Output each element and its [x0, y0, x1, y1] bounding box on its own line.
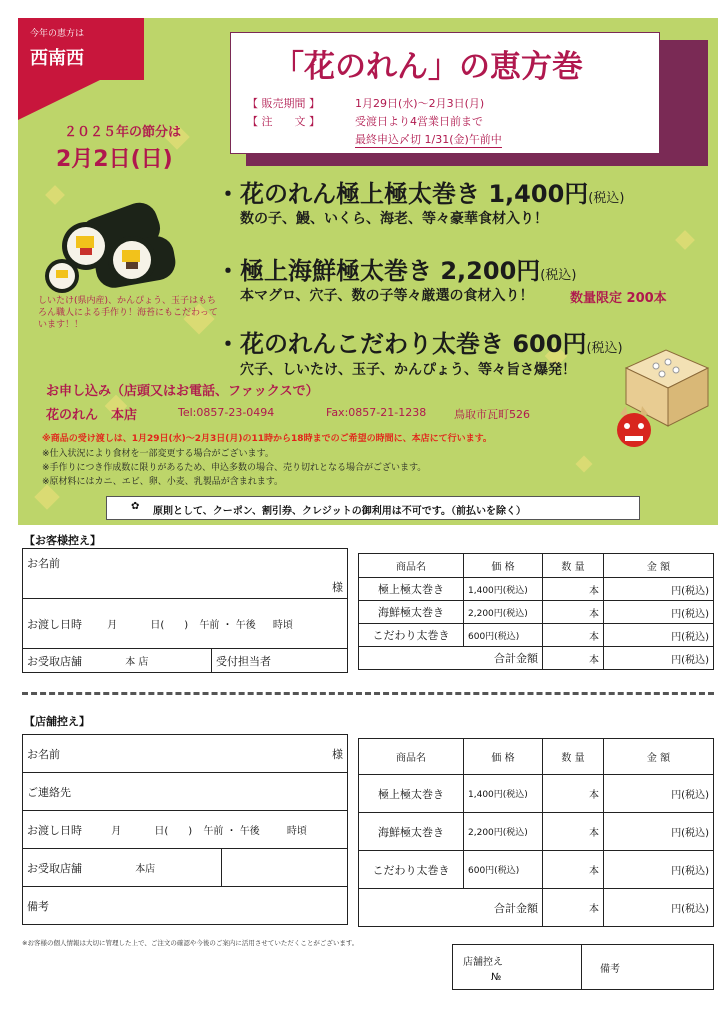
- amount-cell[interactable]: 円(税込): [604, 851, 714, 889]
- item-2-desc: 本マグロ、穴子、数の子等々厳選の食材入り！: [240, 288, 534, 304]
- customer-copy-heading: 【お客様控え】: [24, 534, 101, 547]
- total-label: 合計金額: [359, 647, 543, 670]
- order-note: 受渡日より4営業日前まで: [355, 115, 483, 128]
- table-row: [359, 601, 714, 624]
- total-row: [359, 889, 714, 927]
- store-info-form: [22, 734, 348, 925]
- apply-heading: お申し込み（店頭又はお電話、ファックスで）: [46, 384, 319, 399]
- table-row: [359, 813, 714, 851]
- number-label: №: [491, 972, 502, 983]
- footer-remarks-field[interactable]: [582, 945, 714, 990]
- price-cell: 600円(税込): [464, 624, 543, 647]
- col-product: 商品名: [359, 554, 464, 578]
- delivery-datetime-field[interactable]: [23, 599, 348, 649]
- page-title: 「花のれん」の恵方巻: [273, 49, 583, 85]
- table-row: [359, 775, 714, 813]
- am-pm-label: 午前 ・ 午後: [199, 619, 256, 631]
- delivery-label: お渡し日時: [27, 617, 82, 631]
- image-caption: しいたけ(県内産)、かんぴょう、玉子はもちろん職人による手作り！海苔にもこだわっています！！: [38, 296, 218, 330]
- note-1: ※仕入状況により食材を一部変更する場合がございます。: [42, 449, 274, 459]
- table-header-row: [359, 554, 714, 578]
- item-1-tax: (税込): [588, 191, 625, 206]
- am-pm-label: 午前 ・ 午後: [203, 825, 260, 837]
- setsubun-date: 2月2日(日): [56, 147, 173, 172]
- pickup-note: ※商品の受け渡しは、1月29日(水)～2月3日(月)の11時から18時までのご希望の時間に、本店にて行います。: [42, 434, 492, 444]
- blank-field[interactable]: [222, 849, 348, 887]
- name-label: お名前: [27, 747, 60, 761]
- store-label: お受取店舗: [27, 861, 82, 875]
- honorific: 様: [332, 747, 343, 761]
- item-1-desc: 数の子、鰻、いくら、海老、等々豪華食材入り！: [240, 211, 548, 227]
- customer-info-form: [22, 548, 348, 673]
- price-cell: 2,200円(税込): [464, 813, 543, 851]
- direction-ribbon: [18, 80, 100, 120]
- shop-tel: Tel:0857-23-0494: [178, 406, 275, 419]
- table-row: [359, 851, 714, 889]
- limited-quantity: 数量限定 200本: [570, 291, 667, 306]
- payment-note: 原則として、クーポン、割引券、クレジットの御利用は不可です。（前払いを除く）: [153, 506, 526, 517]
- item-3-desc: 穴子、しいたけ、玉子、かんぴょう、等々旨さ爆発！: [240, 362, 576, 378]
- qty-cell[interactable]: 本: [543, 775, 604, 813]
- amount-cell[interactable]: 円(税込): [604, 578, 714, 601]
- ehomaki-illustration: [40, 196, 190, 296]
- product-cell: 海鮮極太巻き: [359, 601, 464, 624]
- oni-mask-icon: [614, 406, 654, 450]
- shop-name: 花のれん 本店: [46, 408, 138, 423]
- honorific: 様: [332, 581, 343, 594]
- product-cell: こだわり太巻き: [359, 624, 464, 647]
- name-field[interactable]: [23, 735, 348, 773]
- setsubun-label: ２０２５年の節分は: [64, 125, 182, 140]
- name-field[interactable]: [23, 549, 348, 599]
- note-2: ※手作りにつき作成数に限りがあるため、申込多数の場合、売り切れとなる場合がございます。: [42, 463, 427, 473]
- delivery-label: お渡し日時: [27, 823, 82, 837]
- total-row: [359, 647, 714, 670]
- direction-label: 今年の恵方は: [30, 29, 85, 39]
- payment-note-box: [106, 496, 640, 520]
- store-number-field[interactable]: [453, 945, 582, 990]
- qty-cell[interactable]: 本: [543, 851, 604, 889]
- direction-value: 西南西: [30, 48, 84, 69]
- cut-line: [22, 692, 714, 695]
- store-value: 本 店: [125, 656, 149, 668]
- privacy-note: ※お客様の個人情報は大切に管理した上で、ご注文の確認や今後のご案内に活用させていただくことがございます。: [22, 939, 359, 947]
- total-qty-cell[interactable]: 本: [543, 889, 604, 927]
- order-label: 【 注 文 】: [247, 115, 320, 128]
- price-cell: 1,400円(税込): [464, 578, 543, 601]
- remarks-label: 備考: [27, 899, 49, 913]
- price-cell: 2,200円(税込): [464, 601, 543, 624]
- qty-cell[interactable]: 本: [543, 601, 604, 624]
- store-copy-number-box: [452, 944, 714, 990]
- table-row: [359, 578, 714, 601]
- item-2-tax: (税込): [540, 268, 577, 283]
- col-qty: 数 量: [543, 739, 604, 775]
- staff-label: 受付担当者: [216, 654, 271, 668]
- flower-icon: ✿: [131, 501, 140, 512]
- remarks-field[interactable]: [23, 887, 348, 925]
- day-label: 日( ): [154, 825, 193, 837]
- pickup-store-field: [23, 649, 212, 673]
- footer-remarks-label: 備考: [600, 963, 620, 975]
- time-label: 時頃: [286, 825, 307, 837]
- item-1-name: ・花のれん極上極太巻き 1,400円(税込): [216, 180, 625, 208]
- sale-period: 1月29日(水)～2月3日(月): [355, 97, 485, 110]
- title-box-shadow: [658, 40, 708, 166]
- store-value: 本店: [135, 863, 156, 875]
- store-order-table: [358, 738, 714, 927]
- price-cell: 600円(税込): [464, 851, 543, 889]
- table-header-row: [359, 739, 714, 775]
- amount-cell[interactable]: 円(税込): [604, 624, 714, 647]
- customer-order-table: [358, 553, 714, 670]
- product-cell: こだわり太巻き: [359, 851, 464, 889]
- col-amount: 金 額: [604, 739, 714, 775]
- amount-cell[interactable]: 円(税込): [604, 601, 714, 624]
- month-label: 月: [111, 825, 122, 837]
- col-amount: 金 額: [604, 554, 714, 578]
- item-3-tax: (税込): [586, 341, 623, 356]
- time-label: 時頃: [272, 619, 293, 631]
- lucky-direction-badge: [18, 18, 144, 80]
- contact-field[interactable]: [23, 773, 348, 811]
- item-3-name: ・花のれんこだわり太巻き 600円(税込): [216, 330, 623, 358]
- day-label: 日( ): [150, 619, 189, 631]
- product-cell: 海鮮極太巻き: [359, 813, 464, 851]
- total-amount-cell[interactable]: 円(税込): [604, 889, 714, 927]
- order-deadline: 最終申込〆切 1/31(金)午前中: [355, 133, 502, 146]
- col-qty: 数 量: [543, 554, 604, 578]
- qty-cell[interactable]: 本: [543, 813, 604, 851]
- title-box-shadow-bottom: [246, 152, 708, 166]
- total-label: 合計金額: [359, 889, 543, 927]
- store-label: お受取店舗: [27, 654, 82, 668]
- col-price: 価 格: [464, 554, 543, 578]
- delivery-datetime-field[interactable]: [23, 811, 348, 849]
- total-qty-cell[interactable]: 本: [543, 647, 604, 670]
- product-cell: 極上極太巻き: [359, 775, 464, 813]
- amount-cell[interactable]: 円(税込): [604, 813, 714, 851]
- staff-field[interactable]: [212, 649, 348, 673]
- flyer-poster: [18, 18, 718, 525]
- qty-cell[interactable]: 本: [543, 624, 604, 647]
- name-label: お名前: [27, 557, 60, 570]
- col-product: 商品名: [359, 739, 464, 775]
- table-row: [359, 624, 714, 647]
- item-2-name: ・極上海鮮極太巻き 2,200円(税込): [216, 257, 577, 285]
- store-copy-label: 店舗控え: [463, 957, 503, 968]
- sale-period-label: 【 販売期間 】: [247, 97, 320, 110]
- note-3: ※原材料にはカニ、エビ、卵、小麦、乳製品が含まれます。: [42, 477, 284, 487]
- pickup-store-field: [23, 849, 222, 887]
- product-cell: 極上極太巻き: [359, 578, 464, 601]
- shop-fax: Fax:0857-21-1238: [326, 406, 427, 419]
- shop-address: 鳥取市瓦町526: [454, 408, 530, 421]
- contact-label: ご連絡先: [27, 785, 71, 799]
- qty-cell[interactable]: 本: [543, 578, 604, 601]
- store-copy-heading: 【店舗控え】: [24, 715, 90, 728]
- price-cell: 1,400円(税込): [464, 775, 543, 813]
- month-label: 月: [107, 619, 118, 631]
- amount-cell[interactable]: 円(税込): [604, 775, 714, 813]
- col-price: 価 格: [464, 739, 543, 775]
- total-amount-cell[interactable]: 円(税込): [604, 647, 714, 670]
- title-box: [230, 32, 660, 154]
